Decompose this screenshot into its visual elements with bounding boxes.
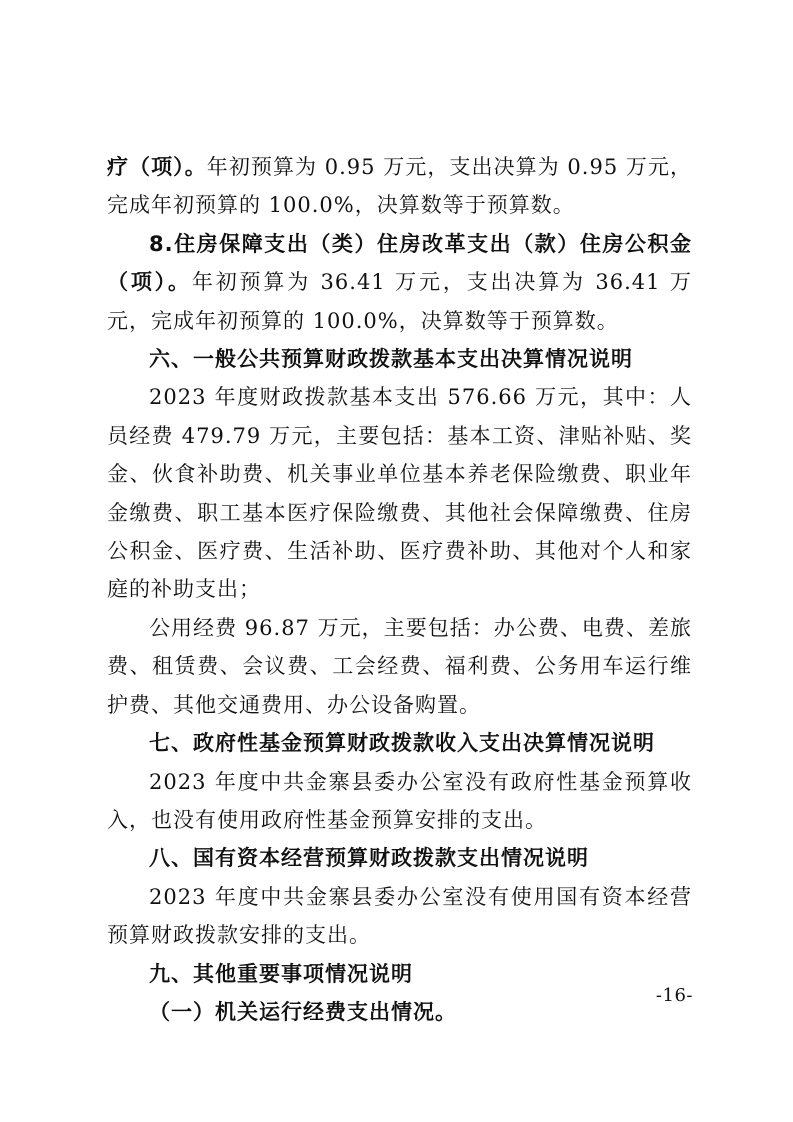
- paragraph: [107, 378, 692, 608]
- paragraph-heading: （一）机关运行经费支出情况。: [149, 999, 457, 1024]
- paragraph-heading: 六、一般公共预算财政拨款基本支出决算情况说明: [149, 347, 633, 372]
- paragraph-heading: 七、政府性基金预算财政拨款收入支出决算情况说明: [149, 731, 655, 756]
- paragraph: [107, 763, 692, 840]
- paragraph-text: 2023 年度中共金寨县委办公室没有使用国有资本经营预算财政拨款安排的支出。: [107, 884, 692, 948]
- paragraph-heading: 八、国有资本经营预算财政拨款支出情况说明: [149, 846, 589, 871]
- paragraph: [107, 340, 692, 378]
- paragraph: [107, 225, 692, 340]
- paragraph: [107, 609, 692, 724]
- paragraph-text: 年初预算为 0.95 万元，支出决算为 0.95 万元，完成年初预算的 100.0%，决算数等于预算数。: [107, 155, 693, 218]
- paragraph: [107, 724, 692, 762]
- paragraph: [107, 878, 692, 955]
- document-body: [107, 148, 692, 1031]
- page-number: -16-: [655, 985, 693, 1006]
- paragraph-heading: 九、其他重要事项情况说明: [149, 961, 413, 986]
- paragraph-text: 年初预算为 36.41 万元，支出决算为 36.41 万元，完成年初预算的 100.0%，决算数等于预算数。: [107, 270, 693, 333]
- paragraph-text: 2023 年度财政拨款基本支出 576.66 万元，其中：人员经费 479.79 万元，主要包括：基本工资、津贴补贴、奖金、伙食补助费、机关事业单位基本养老保险缴费、职业年金缴费、职工基本医疗保险缴费、其他社会保障缴费、住房公积金、医疗费、生活补助、医疗费补助、其他对个人和家庭的补助支出；: [107, 385, 692, 602]
- paragraph-text: 公用经费 96.87 万元，主要包括：办公费、电费、差旅费、租赁费、会议费、工会经费、福利费、公务用车运行维护费、其他交通费用、办公设备购置。: [107, 615, 692, 717]
- paragraph-heading: 8.住房保障支出（类）住房改革支出（款）住房公积金（项）。: [107, 231, 692, 295]
- paragraph: [107, 839, 692, 877]
- paragraph: [107, 993, 692, 1031]
- paragraph-text: 2023 年度中共金寨县委办公室没有政府性基金预算收入，也没有使用政府性基金预算安排的支出。: [107, 769, 692, 832]
- paragraph: [107, 955, 692, 993]
- paragraph-heading: 疗（项）。: [107, 155, 207, 179]
- paragraph: [107, 148, 692, 225]
